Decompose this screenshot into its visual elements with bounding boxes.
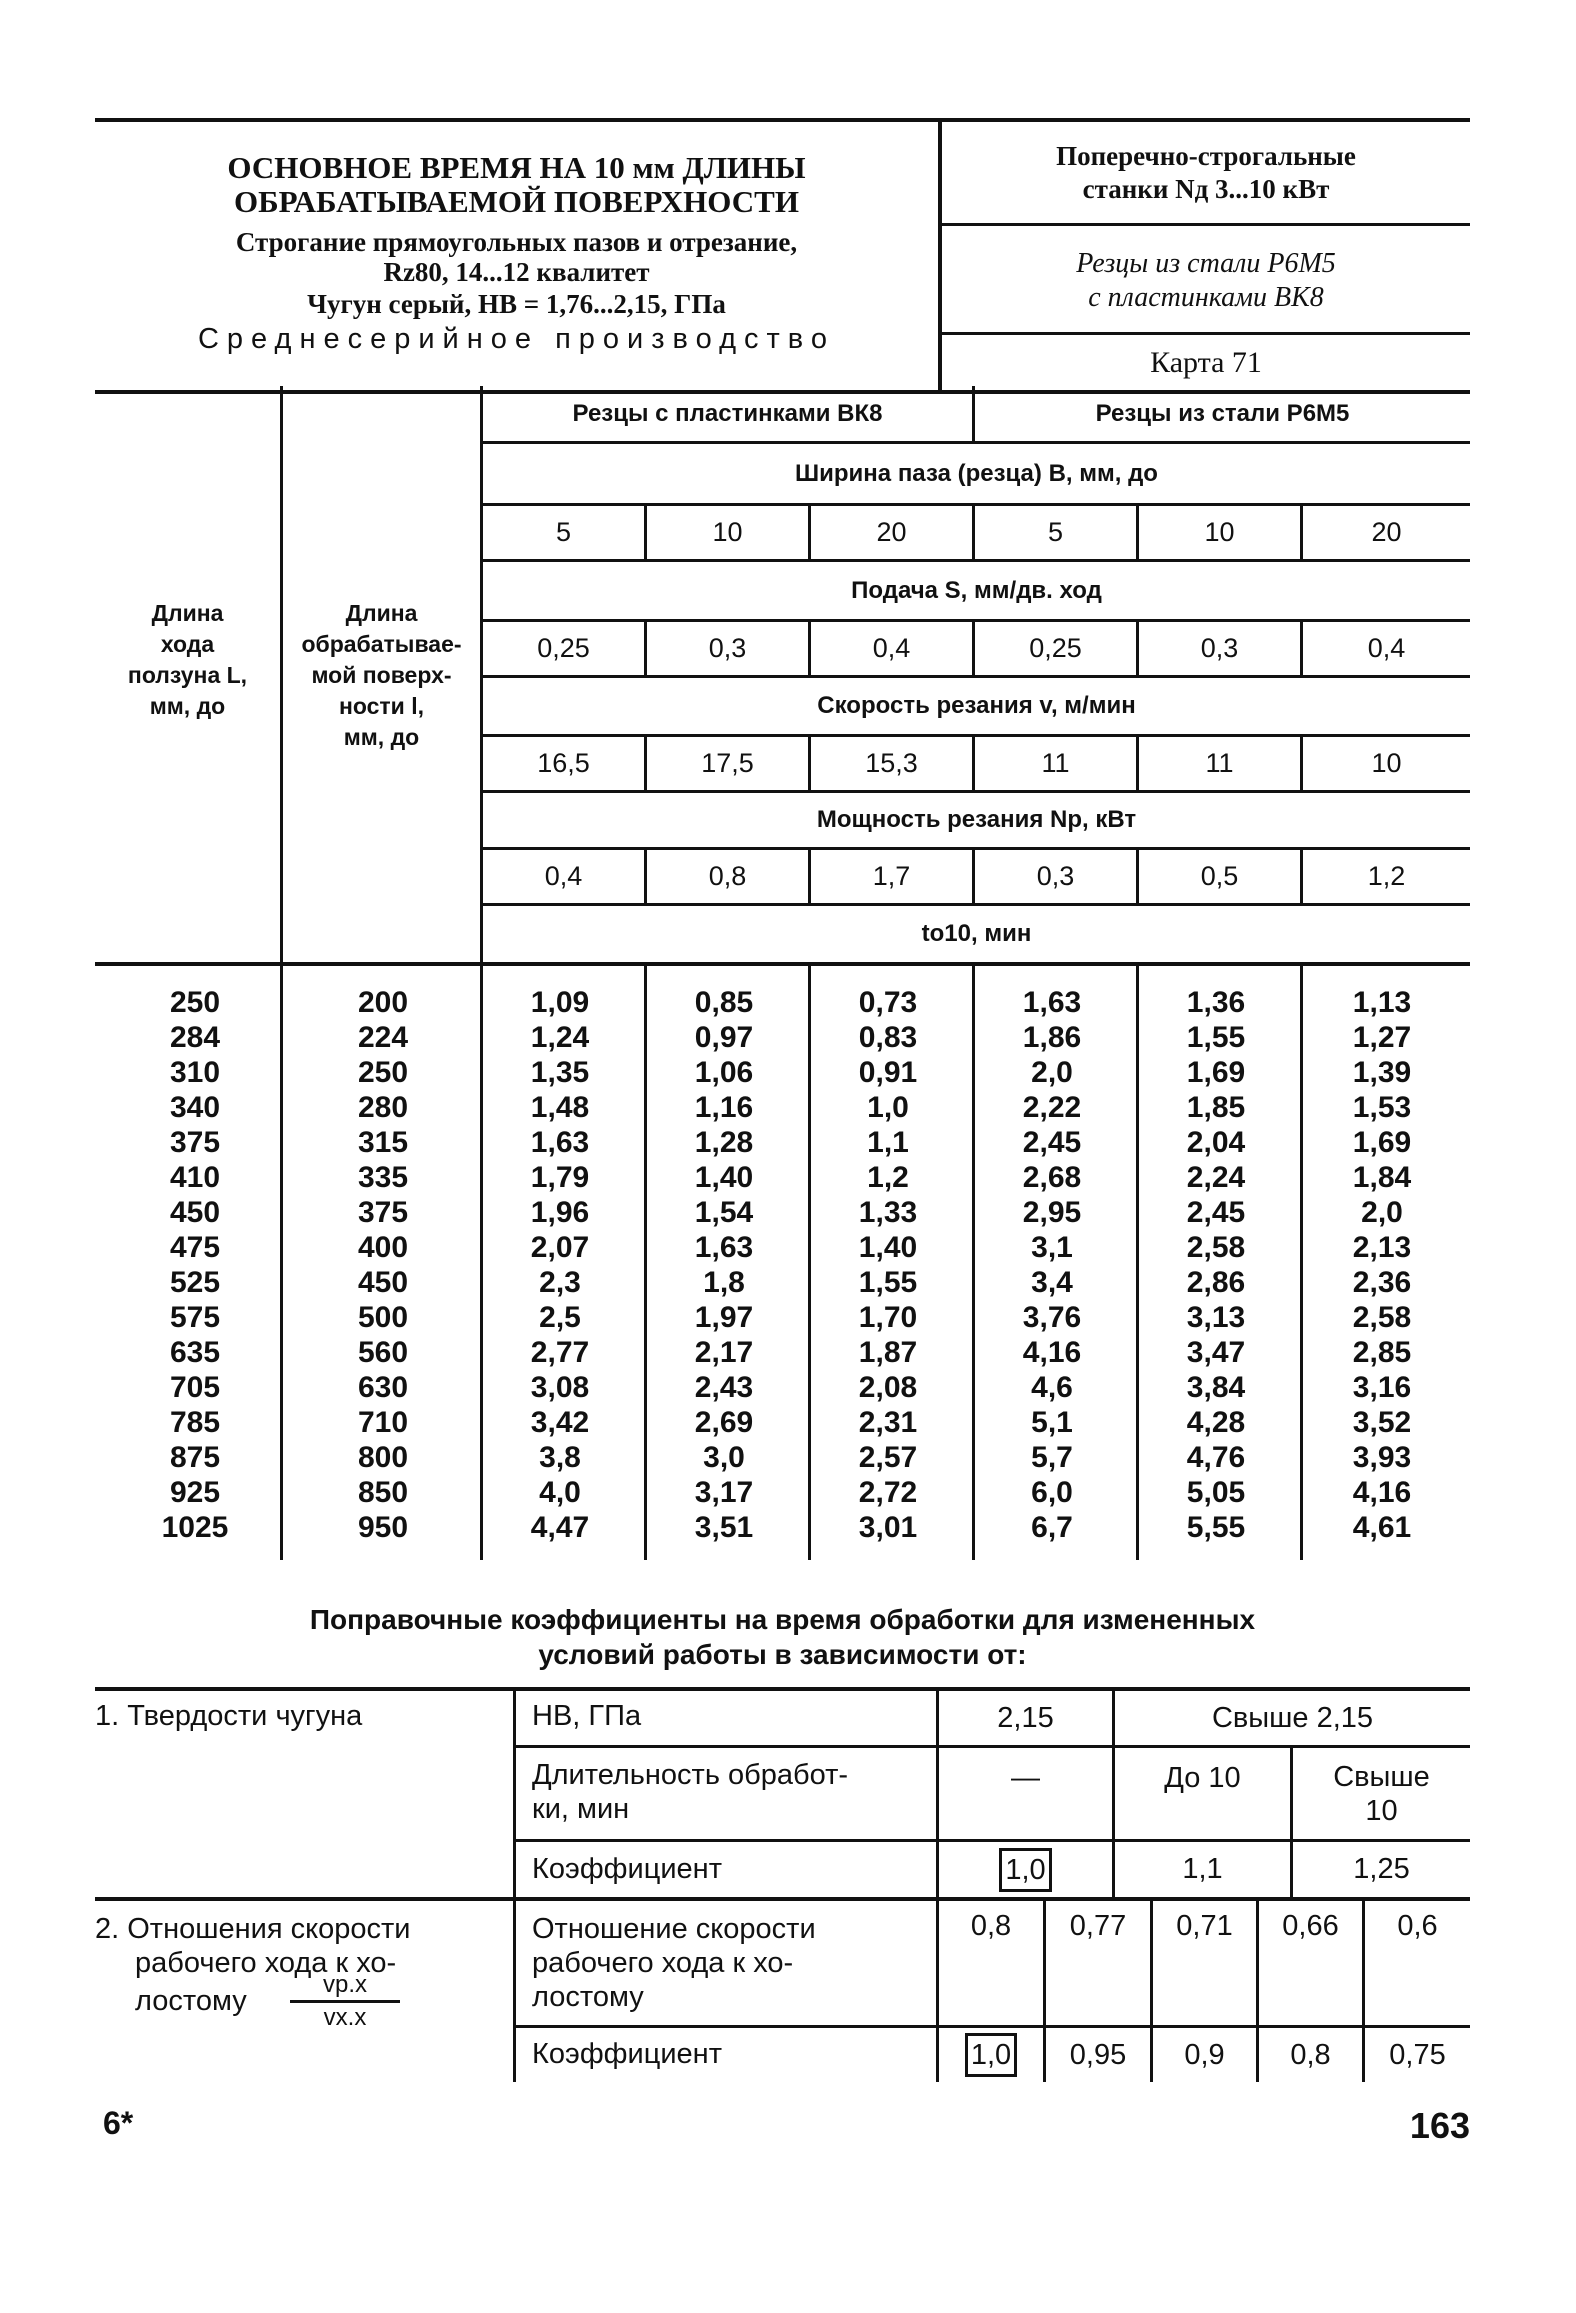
table-cell: 6,7 xyxy=(1031,1511,1073,1544)
table-cell: 4,16 xyxy=(1352,1476,1412,1509)
speed-value: 10 xyxy=(1371,748,1402,778)
table-cell: 3,52 xyxy=(1352,1406,1412,1439)
table-cell: 450 xyxy=(357,1266,409,1299)
table-cell: 2,3 xyxy=(539,1266,581,1299)
table-cell: 375 xyxy=(169,1126,221,1159)
header-info-block xyxy=(942,122,1470,390)
coefficient-value: 0,75 xyxy=(1389,2038,1446,2071)
tools-line-1: Резцы из стали Р6М5 xyxy=(1076,248,1336,279)
table-cell: 3,08 xyxy=(530,1371,590,1404)
table-cell: 1,28 xyxy=(694,1126,754,1159)
table-cell: 1,85 xyxy=(1186,1091,1246,1124)
table-cell: 635 xyxy=(169,1336,221,1369)
duration-value: — xyxy=(1011,1761,1040,1794)
rule xyxy=(1300,966,1303,1560)
duration-value-line: Свыше xyxy=(1333,1761,1430,1793)
table-cell: 2,69 xyxy=(694,1406,754,1439)
table-cell: 2,85 xyxy=(1352,1336,1412,1369)
table-cell: 3,93 xyxy=(1352,1441,1412,1474)
table-cell: 3,17 xyxy=(694,1476,754,1509)
table-cell: 1,40 xyxy=(694,1161,754,1194)
table-cell: 2,45 xyxy=(1186,1196,1246,1229)
power-label: Мощность резания Nр, кВт xyxy=(816,806,1137,833)
corrections-title-1: Поправочные коэффициенты на время обработки для измененных xyxy=(309,1604,1256,1635)
table-cell: 525 xyxy=(169,1266,221,1299)
table-cell: 1,53 xyxy=(1352,1091,1412,1124)
table-cell: 3,13 xyxy=(1186,1301,1246,1334)
speed-value: 11 xyxy=(1205,748,1234,778)
table-cell: 1,06 xyxy=(694,1056,754,1089)
power-value: 0,3 xyxy=(1036,861,1075,891)
header-block xyxy=(95,118,1470,394)
table-cell: 335 xyxy=(357,1161,409,1194)
feed-value: 0,4 xyxy=(872,633,911,663)
table-cell: 1,63 xyxy=(694,1231,754,1264)
table-cell: 0,73 xyxy=(858,986,918,1019)
group-vk8: Резцы с пластинками ВК8 xyxy=(572,399,883,427)
width-value: 20 xyxy=(876,517,907,547)
rule xyxy=(972,966,975,1560)
ratio-label-line: лостому xyxy=(532,1981,644,2013)
power-value: 0,8 xyxy=(708,861,747,891)
table-cell: 705 xyxy=(169,1371,221,1404)
table-cell: 575 xyxy=(169,1301,221,1334)
table-cell: 4,0 xyxy=(539,1476,581,1509)
table-cell: 4,76 xyxy=(1186,1441,1246,1474)
table-cell: 850 xyxy=(357,1476,409,1509)
table-cell: 1,24 xyxy=(530,1021,590,1054)
table-cell: 224 xyxy=(357,1021,409,1054)
factor-2-label-line: 2. Отношения скорости xyxy=(95,1913,411,1945)
table-cell: 1,55 xyxy=(1186,1021,1246,1054)
time-column-r6m5-5 xyxy=(992,985,1112,1545)
table-cell: 2,08 xyxy=(858,1371,918,1404)
time-column-r6m5-20 xyxy=(1322,985,1442,1545)
hb-label: НВ, ГПа xyxy=(532,1700,642,1732)
duration-label xyxy=(532,1758,848,1826)
production-line: Среднесерийное производство xyxy=(197,323,836,355)
table-cell: 1,69 xyxy=(1186,1056,1246,1089)
machine-line-2: станки Nд 3...10 кВт xyxy=(1082,174,1330,204)
table-cell: 4,47 xyxy=(530,1511,590,1544)
table-cell: 1,36 xyxy=(1186,986,1246,1019)
speed-value: 17,5 xyxy=(701,748,754,778)
table-cell: 950 xyxy=(357,1511,409,1544)
table-cell: 1,27 xyxy=(1352,1021,1412,1054)
table-cell: 3,1 xyxy=(1031,1231,1073,1264)
speed-value: 15,3 xyxy=(865,748,918,778)
speed-ratio-fraction xyxy=(290,1970,400,2033)
table-cell: 1,16 xyxy=(694,1091,754,1124)
table-cell: 1,8 xyxy=(703,1266,745,1299)
time-column-r6m5-10 xyxy=(1156,985,1276,1545)
width-value: 10 xyxy=(1204,517,1235,547)
table-cell: 1,70 xyxy=(858,1301,918,1334)
group-r6m5: Резцы из стали Р6М5 xyxy=(1095,399,1350,427)
table-cell: 250 xyxy=(169,986,221,1019)
table-cell: 2,95 xyxy=(1022,1196,1082,1229)
rule xyxy=(280,386,283,1560)
stub-text: обрабатывае- xyxy=(301,630,462,657)
table-cell: 3,51 xyxy=(694,1511,754,1544)
table-cell: 1,40 xyxy=(858,1231,918,1264)
table-cell: 0,85 xyxy=(694,986,754,1019)
table-cell: 925 xyxy=(169,1476,221,1509)
table-cell: 280 xyxy=(357,1091,409,1124)
speed-value: 11 xyxy=(1041,748,1070,778)
rule xyxy=(808,966,811,1560)
table-cell: 6,0 xyxy=(1031,1476,1073,1509)
hb-value: Свыше 2,15 xyxy=(1211,1701,1374,1734)
corrections-title-2: условий работы в зависимости от: xyxy=(538,1639,1027,1670)
tools-info xyxy=(942,229,1470,335)
stub-text: хода xyxy=(160,631,215,657)
table-cell: 315 xyxy=(357,1126,409,1159)
ratio-value: 0,66 xyxy=(1282,1909,1339,1942)
table-cell: 785 xyxy=(169,1406,221,1439)
highlighted-value: 1,0 xyxy=(999,1848,1051,1892)
width-value: 5 xyxy=(555,517,572,547)
table-cell: 2,72 xyxy=(858,1476,918,1509)
table-cell: 375 xyxy=(357,1196,409,1229)
machine-info xyxy=(942,122,1470,226)
table-cell: 2,17 xyxy=(694,1336,754,1369)
duration-value: До 10 xyxy=(1164,1761,1241,1794)
table-cell: 5,7 xyxy=(1031,1441,1073,1474)
table-cell: 2,04 xyxy=(1186,1126,1246,1159)
coefficient-value: 0,9 xyxy=(1184,2038,1225,2071)
table-cell: 2,5 xyxy=(539,1301,581,1334)
table-cell: 1,79 xyxy=(530,1161,590,1194)
table-cell: 4,16 xyxy=(1022,1336,1082,1369)
coefficient-label: Коэффициент xyxy=(532,1853,722,1885)
table-cell: 2,22 xyxy=(1022,1091,1082,1124)
table-cell: 1,2 xyxy=(867,1161,909,1194)
duration-value-line: 10 xyxy=(1365,1795,1398,1827)
table-cell: 500 xyxy=(357,1301,409,1334)
table-cell: 1,0 xyxy=(867,1091,909,1124)
hb-value: 2,15 xyxy=(997,1701,1054,1734)
factor-2-label-line: рабочего хода к хо- xyxy=(135,1947,397,1979)
table-cell: 5,05 xyxy=(1186,1476,1246,1509)
table-cell: 1,63 xyxy=(530,1126,590,1159)
title-line-1: ОСНОВНОЕ ВРЕМЯ НА 10 мм ДЛИНЫ xyxy=(227,150,806,185)
table-cell: 1,97 xyxy=(694,1301,754,1334)
table-cell: 1,55 xyxy=(858,1266,918,1299)
time-label: tо10, мин xyxy=(921,920,1032,947)
table-cell: 2,43 xyxy=(694,1371,754,1404)
table-cell: 560 xyxy=(357,1336,409,1369)
table-cell: 4,28 xyxy=(1186,1406,1246,1439)
fraction-numerator: vр.х xyxy=(322,1971,367,1998)
factor-1-label: 1. Твердости чугуна xyxy=(95,1700,363,1732)
table-cell: 2,45 xyxy=(1022,1126,1082,1159)
stub-text: мм, до xyxy=(149,693,226,719)
ratio-label-line: Отношение скорости xyxy=(532,1913,816,1945)
table-cell: 1,1 xyxy=(867,1126,909,1159)
feed-value: 0,25 xyxy=(537,633,590,663)
ratio-label xyxy=(532,1912,816,2014)
table-cell: 3,16 xyxy=(1352,1371,1412,1404)
signature-mark: 6* xyxy=(103,2105,134,2141)
table-cell: 450 xyxy=(169,1196,221,1229)
table-cell: 400 xyxy=(357,1231,409,1264)
ratio-value: 0,77 xyxy=(1069,1909,1127,1942)
feed-value: 0,3 xyxy=(1200,633,1239,663)
table-cell: 2,68 xyxy=(1022,1161,1082,1194)
feed-value: 0,25 xyxy=(1029,633,1082,663)
factor-2-label-line: лостому xyxy=(135,1985,247,2017)
duration-label-line: Длительность обработ- xyxy=(532,1759,849,1791)
table-cell: 3,8 xyxy=(539,1441,581,1474)
feed-value: 0,3 xyxy=(708,633,747,663)
table-cell: 2,24 xyxy=(1186,1161,1246,1194)
rule xyxy=(644,966,647,1560)
stub-text: ности l, xyxy=(338,692,424,719)
speed-label: Скорость резания v, м/мин xyxy=(817,692,1136,719)
table-cell: 5,55 xyxy=(1186,1511,1246,1544)
ratio-value: 0,71 xyxy=(1176,1909,1233,1942)
time-column-vk8-10 xyxy=(664,985,784,1545)
ratio-label-line: рабочего хода к хо- xyxy=(532,1947,794,1979)
tools-line-2: с пластинками ВК8 xyxy=(1088,282,1324,313)
table-cell: 1,48 xyxy=(530,1091,590,1124)
width-value: 10 xyxy=(712,517,743,547)
surface-length-column xyxy=(318,985,448,1545)
table-cell: 5,1 xyxy=(1031,1406,1073,1439)
table-cell: 2,86 xyxy=(1186,1266,1246,1299)
table-cell: 1,13 xyxy=(1352,986,1412,1019)
title-line-2: ОБРАБАТЫВАЕМОЙ ПОВЕРХНОСТИ xyxy=(234,184,799,219)
coefficient-value xyxy=(939,1842,1112,1897)
table-cell: 1,69 xyxy=(1352,1126,1412,1159)
table-cell: 3,4 xyxy=(1031,1266,1073,1299)
table-cell: 2,77 xyxy=(530,1336,590,1369)
feed-label: Подача S, мм/дв. ход xyxy=(851,576,1102,604)
time-column-vk8-5 xyxy=(500,985,620,1545)
machine-line-1: Поперечно-строгальные xyxy=(1056,141,1356,171)
table-cell: 4,6 xyxy=(1031,1371,1073,1404)
table-cell: 3,84 xyxy=(1186,1371,1246,1404)
power-value: 1,2 xyxy=(1367,861,1406,891)
table-cell: 0,83 xyxy=(858,1021,918,1054)
table-cell: 3,0 xyxy=(703,1441,745,1474)
table-cell: 200 xyxy=(357,986,409,1019)
table-cell: 2,58 xyxy=(1352,1301,1412,1334)
coefficient-value xyxy=(939,2028,1043,2082)
duration-label-line: ки, мин xyxy=(532,1793,630,1825)
table-cell: 1,84 xyxy=(1352,1161,1412,1194)
table-cell: 2,07 xyxy=(530,1231,590,1264)
width-value: 20 xyxy=(1371,517,1402,547)
coefficient-value: 0,8 xyxy=(1290,2038,1331,2071)
table-cell: 3,76 xyxy=(1022,1301,1082,1334)
table-cell: 2,0 xyxy=(1361,1196,1403,1229)
table-cell: 2,36 xyxy=(1352,1266,1412,1299)
header-title-block xyxy=(95,122,942,390)
stub-surface-length xyxy=(283,590,480,760)
ratio-value: 0,6 xyxy=(1397,1909,1438,1942)
duration-value xyxy=(1293,1750,1470,1838)
width-label: Ширина паза (резца) В, мм, до xyxy=(795,459,1158,487)
ratio-value: 0,8 xyxy=(970,1909,1012,1942)
table-cell: 1,63 xyxy=(1022,986,1082,1019)
table-cell: 1025 xyxy=(161,1511,229,1544)
table-cell: 3,01 xyxy=(858,1511,918,1544)
table-cell: 1,09 xyxy=(530,986,590,1019)
card-number: Карта 71 xyxy=(1150,346,1262,379)
stub-text: Длина xyxy=(151,600,224,626)
table-cell: 340 xyxy=(169,1091,221,1124)
table-cell: 1,87 xyxy=(858,1336,918,1369)
table-cell: 0,91 xyxy=(858,1056,918,1089)
rule xyxy=(95,962,1470,966)
table-cell: 410 xyxy=(169,1161,221,1194)
rule xyxy=(513,1687,516,2082)
stub-text: мм, до xyxy=(343,723,420,750)
table-cell: 1,96 xyxy=(530,1196,590,1229)
table-cell: 800 xyxy=(357,1441,409,1474)
table-cell: 2,0 xyxy=(1031,1056,1073,1089)
table-cell: 1,39 xyxy=(1352,1056,1412,1089)
power-value: 0,5 xyxy=(1200,861,1239,891)
time-column-vk8-20 xyxy=(828,985,948,1545)
table-cell: 0,97 xyxy=(694,1021,754,1054)
table-cell: 250 xyxy=(357,1056,409,1089)
table-cell: 3,42 xyxy=(530,1406,590,1439)
table-cell: 284 xyxy=(169,1021,221,1054)
table-cell: 475 xyxy=(169,1231,221,1264)
table-cell: 710 xyxy=(357,1406,409,1439)
table-cell: 875 xyxy=(169,1441,221,1474)
power-value: 0,4 xyxy=(544,861,583,891)
stub-text: ползуна L, xyxy=(127,662,248,688)
rule xyxy=(1136,966,1139,1560)
feed-value: 0,4 xyxy=(1367,633,1406,663)
coefficient-value: 0,95 xyxy=(1069,2038,1127,2071)
table-cell: 2,57 xyxy=(858,1441,918,1474)
speed-value: 16,5 xyxy=(537,748,590,778)
power-value: 1,7 xyxy=(872,861,911,891)
width-value: 5 xyxy=(1047,517,1064,547)
page-number: 163 xyxy=(1409,2105,1470,2146)
stub-text: мой поверх- xyxy=(311,661,452,688)
fraction-denominator: vх.х xyxy=(290,2000,400,2033)
table-cell: 630 xyxy=(357,1371,409,1404)
table-cell: 310 xyxy=(169,1056,221,1089)
stroke-length-column xyxy=(130,985,260,1545)
coefficient-label: Коэффициент xyxy=(532,2038,722,2070)
table-cell: 1,86 xyxy=(1022,1021,1082,1054)
table-cell: 4,61 xyxy=(1352,1511,1412,1544)
table-cell: 2,31 xyxy=(858,1406,918,1439)
subtitle-line-2: Rz80, 14...12 квалитет xyxy=(383,257,650,287)
table-cell: 1,33 xyxy=(858,1196,918,1229)
subtitle-line-1: Строгание прямоугольных пазов и отрезание, xyxy=(235,227,798,257)
table-cell: 3,47 xyxy=(1186,1336,1246,1369)
material-line: Чугун серый, НВ = 1,76...2,15, ГПа xyxy=(307,289,726,319)
table-cell: 2,58 xyxy=(1186,1231,1246,1264)
table-cell: 2,13 xyxy=(1352,1231,1412,1264)
coefficient-value: 1,25 xyxy=(1353,1853,1410,1885)
stub-text: Длина xyxy=(345,599,418,626)
table-cell: 1,54 xyxy=(694,1196,754,1229)
stub-stroke-length xyxy=(95,590,280,730)
table-cell: 1,35 xyxy=(530,1056,590,1089)
coefficient-value: 1,1 xyxy=(1182,1853,1223,1885)
highlighted-value: 1,0 xyxy=(965,2033,1017,2077)
